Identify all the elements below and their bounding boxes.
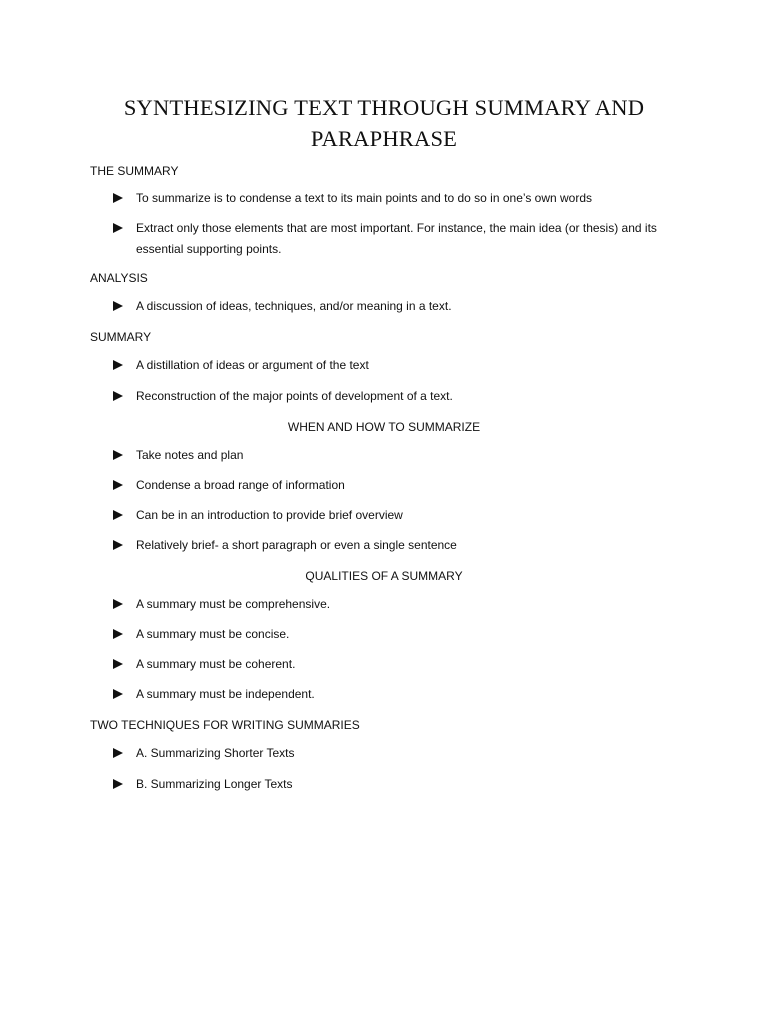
bullet-arrow-icon: [113, 193, 123, 203]
list-item-text: Relatively brief- a short paragraph or even a single sentence: [136, 538, 457, 552]
bullet-arrow-icon: [113, 599, 123, 609]
section-heading-the-summary: THE SUMMARY: [90, 164, 179, 178]
list-item-text: A summary must be concise.: [136, 627, 290, 641]
list-item-text: A. Summarizing Shorter Texts: [136, 746, 295, 760]
list-item-text: Reconstruction of the major points of development of a text.: [136, 389, 453, 403]
list-item-text: A summary must be coherent.: [136, 657, 296, 671]
bullet-arrow-icon: [113, 510, 123, 520]
bullet-arrow-icon: [113, 689, 123, 699]
list-item-text: To summarize is to condense a text to its main points and to do so in one’s own words: [136, 191, 593, 205]
bullet-arrow-icon: [113, 450, 123, 460]
section-heading-analysis: ANALYSIS: [90, 271, 148, 285]
bullet-arrow-icon: [113, 480, 123, 490]
section-heading-summary: SUMMARY: [90, 330, 152, 344]
bullet-arrow-icon: [113, 748, 123, 758]
list-item-text: A discussion of ideas, techniques, and/or meaning in a text.: [136, 299, 452, 313]
bullet-arrow-icon: [113, 360, 123, 370]
section-heading-qualities: QUALITIES OF A SUMMARY: [305, 569, 463, 583]
bullet-arrow-icon: [113, 391, 123, 401]
list-item-text: Condense a broad range of information: [136, 478, 345, 492]
list-item-text: B. Summarizing Longer Texts: [136, 777, 293, 791]
list-item-text: Can be in an introduction to provide brief overview: [136, 508, 403, 522]
section-heading-when-and-how: WHEN AND HOW TO SUMMARIZE: [287, 420, 481, 434]
bullet-arrow-icon: [113, 779, 123, 789]
document-title: SYNTHESIZING TEXT THROUGH SUMMARY AND PARAPHRASE: [123, 95, 645, 151]
bullet-arrow-icon: [113, 223, 123, 233]
section-heading-two-techniques: TWO TECHNIQUES FOR WRITING SUMMARIES: [90, 718, 360, 732]
bullet-arrow-icon: [113, 301, 123, 311]
list-item-text: A summary must be comprehensive.: [136, 597, 331, 611]
list-item-text: Extract only those elements that are most important. For instance, the main idea (or thesis) and its essential supporting points.: [136, 221, 657, 256]
list-item-text: A summary must be independent.: [136, 687, 315, 701]
bullet-arrow-icon: [113, 540, 123, 550]
bullet-arrow-icon: [113, 629, 123, 639]
list-item-text: Take notes and plan: [136, 448, 244, 462]
list-item-text: A distillation of ideas or argument of the text: [136, 358, 369, 372]
bullet-arrow-icon: [113, 659, 123, 669]
